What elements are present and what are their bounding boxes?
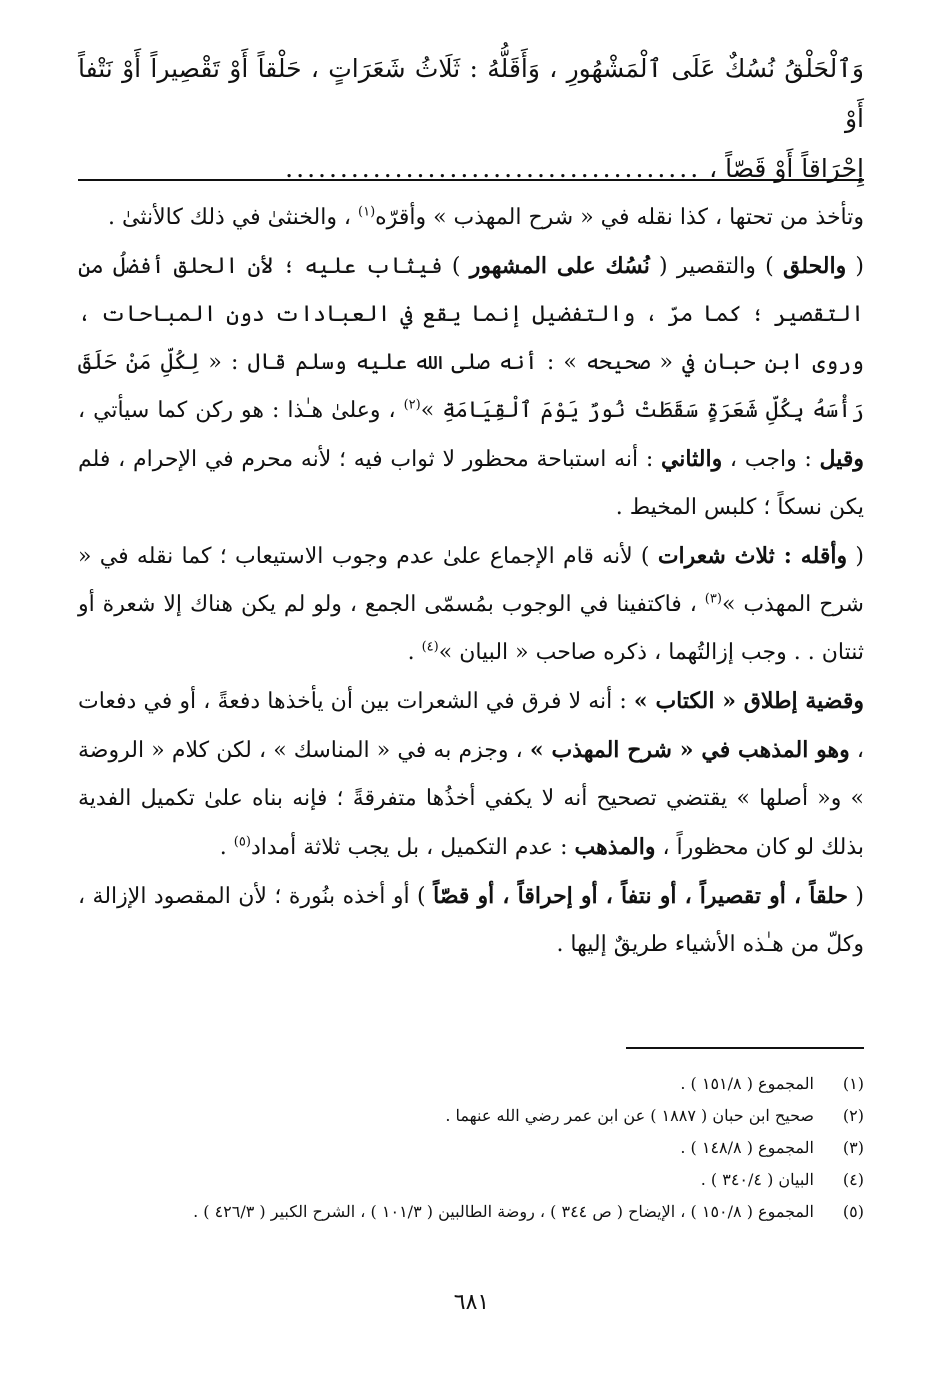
commentary-paragraph-4: [78, 677, 864, 872]
footnote-ref: (٤): [421, 639, 439, 655]
paragraph-text: ) والتقصير (: [649, 254, 783, 279]
commentary-paragraph-5: [78, 872, 864, 969]
footnote-item: [78, 1164, 864, 1196]
footnote-number: (٢): [842, 1106, 864, 1125]
paragraph-text: ، فاكتفينا في الوجوب بمُسمّى الجمع ، ولو لم يكن هناك إلا شعرة أو ثنتان . . وجب إزالتُهما ، ذكره صاحب « البيان »: [78, 592, 864, 665]
paragraph-text: : عدم التكميل ، بل يجب ثلاثة أمداد: [250, 835, 575, 860]
bold-term: نُسُك على المشهور: [469, 253, 650, 279]
footnote-number: (٤): [842, 1170, 864, 1189]
footnotes: [78, 1068, 864, 1228]
footnote-divider: [626, 1047, 864, 1049]
paragraph-text: ، وعلىٰ هـٰذا : هو ركن كما سيأتي ،: [78, 398, 404, 423]
matn-line-1: وَٱلْحَلْقُ نُسُكٌ عَلَى ٱلْمَشْهُورِ ، وَأَقَلُّهُ : ثَلَاثُ شَعَرَاتٍ ، حَلْقاً أَوْ تَقْصِيراً أَوْ نَتْفاً أَوْ: [78, 54, 864, 133]
paragraph-text: .: [407, 640, 422, 665]
footnote-text: المجموع ( ١٥١/٨ ) .: [680, 1074, 814, 1093]
commentary-paragraph-2: [78, 242, 864, 532]
footnote-item: [78, 1100, 864, 1132]
paragraph-text: (: [846, 254, 865, 279]
bold-term: وهو المذهب في « شرح المهذب »: [529, 737, 850, 763]
section-divider: [78, 179, 864, 181]
bold-term: وقضية إطلاق « الكتاب »: [633, 688, 865, 714]
footnote-ref: (٣): [704, 591, 722, 607]
page-number: ٦٨١: [453, 1290, 490, 1315]
paragraph-text: .: [219, 835, 234, 860]
matn-line-2: [78, 144, 864, 194]
ellipsis-dots: ......................................: [285, 154, 702, 183]
paragraph-text: (: [847, 544, 865, 569]
footnote-item: [78, 1132, 864, 1164]
bold-term: والمذهب: [574, 834, 656, 860]
bold-term: وأقله : ثلاث شعرات: [657, 543, 848, 569]
paragraph-text: : أنه لا فرق في الشعرات بين أن يأخذها دفعةً ، أو في دفعات ،: [78, 689, 865, 763]
footnote-ref: (٢): [403, 397, 421, 413]
commentary-paragraph-1: [78, 194, 864, 242]
footnote-text: المجموع ( ١٥٠/٨ ) ، الإيضاح ( ص ٣٤٤ ) ، روضة الطالبين ( ١٠١/٣ ) ، الشرح الكبير ( ٤٢٦/٣ ) .: [193, 1202, 814, 1221]
footnote-number: (٣): [842, 1138, 864, 1157]
footnote-ref: (١): [358, 204, 376, 220]
paragraph-text: ، وجزم به في « المناسك » ، لكن كلام « الروضة » و« أصلها » يقتضي تصحيح أنه لا يكفي أخذُها متفرقةً ؛ فإنه بناه علىٰ تكميل الفدية بذلك لو كان محظوراً ،: [78, 738, 864, 860]
footnote-text: البيان ( ٣٤٠/٤ ) .: [700, 1170, 814, 1189]
paragraph-text: (: [847, 884, 864, 909]
footnote-ref: (٥): [233, 834, 251, 850]
matn-text: [78, 44, 864, 194]
footnote-number: (١): [842, 1074, 864, 1093]
paragraph-text: ، والخنثىٰ في ذلك كالأنثىٰ .: [108, 205, 359, 230]
commentary-paragraph-3: [78, 532, 864, 677]
matn-line-2-text: إِحْرَاقاً أَوْ قَصّاً ،: [709, 154, 864, 183]
bold-term: والثاني: [660, 446, 723, 472]
footnote-text: صحيح ابن حبان ( ١٨٨٧ ) عن ابن عمر رضي الله عنهما .: [445, 1106, 814, 1125]
footnote-number: (٥): [842, 1202, 864, 1221]
bold-term: وقيل: [819, 446, 864, 472]
paragraph-text: وتأخذ من تحتها ، كذا نقله في « شرح المهذب » وأقرّه: [375, 205, 864, 230]
paragraph-text: ) فيثاب عليه ؛ لأن الحلق أفضلُ من التقصير ؛ كما مرّ ، والتفضيل إنما يقع في العبادات دون المباحات ، وروى ابن حبان في « صحيحه » : أنه صلى الله عليه وسلم قال : « لِكُلِّ مَنْ حَلَقَ رَأْسَهُ بِكُلِّ شَعَرَةٍ سَقَطَتْ نُورٌ يَوْمَ ٱلْقِيَامَةِ »: [78, 254, 864, 423]
commentary: [78, 194, 864, 969]
footnote-text: المجموع ( ١٤٨/٨ ) .: [680, 1138, 814, 1157]
footnote-item: [78, 1068, 864, 1100]
footnote-item: [78, 1196, 864, 1228]
bold-term: والحلق: [782, 253, 847, 279]
paragraph-text: ) لأنه قام الإجماع علىٰ عدم وجوب الاستيعاب ؛ كما نقله في « شرح المهذب »: [78, 544, 864, 617]
paragraph-text: ) أو أخذه بنُورة ؛ لأن المقصود الإزالة ، وكلّ من هـٰذه الأشياء طريقٌ إليها .: [78, 884, 864, 957]
bold-term: حلقاً ، أو تقصيراً ، أو نتفاً ، أو إحراقاً ، أو قصّاً: [433, 883, 848, 909]
paragraph-text: : أنه استباحة محظور لا ثواب فيه ؛ لأنه محرم في الإحرام ، فلم يكن نسكاً ؛ كلبس المخيط .: [78, 447, 864, 520]
paragraph-text: : واجب ،: [722, 447, 820, 472]
